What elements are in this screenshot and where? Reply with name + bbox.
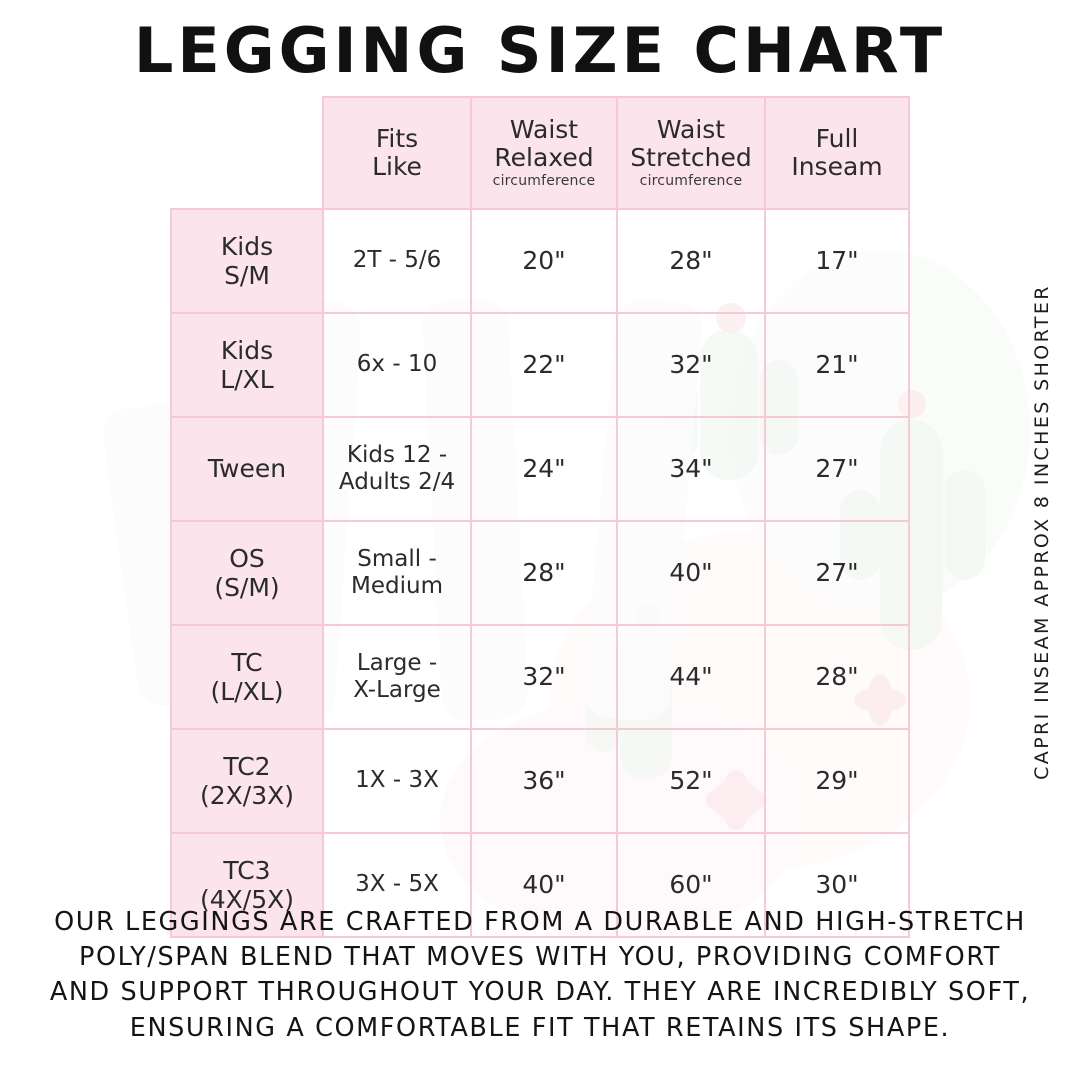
- table-row: [171, 313, 909, 417]
- cell-fits-like: [323, 417, 471, 521]
- row-label-line2: (L/XL): [210, 677, 284, 706]
- cell-fits-like: [323, 209, 471, 313]
- row-label-tc2: [171, 729, 323, 833]
- footer-line-2: POLY/SPAN BLEND THAT MOVES WITH YOU, PROVIDING COMFORT: [79, 942, 1001, 973]
- cell-waist-stretched: 32": [617, 313, 765, 417]
- cell-waist-relaxed: 20": [471, 209, 617, 313]
- header-waist-stretched: [617, 97, 765, 209]
- header-full-inseam-line2: Inseam: [791, 152, 883, 181]
- cell-fits-like-line2: X-Large: [353, 677, 441, 703]
- header-waist-relaxed-sub: circumference: [492, 173, 596, 190]
- header-waist-relaxed-line1: Waist: [509, 115, 579, 145]
- row-label-kids-lxl: [171, 313, 323, 417]
- cell-fits-like-line1: Large -: [356, 649, 438, 676]
- row-label-line2: (4X/5X): [200, 885, 294, 914]
- footer-line-4: ENSURING A COMFORTABLE FIT THAT RETAINS ITS SHAPE.: [129, 1012, 951, 1043]
- row-label-line2: (S/M): [214, 573, 280, 602]
- row-label-tc: [171, 625, 323, 729]
- cell-fits-like-line1: 2T - 5/6: [352, 247, 442, 274]
- size-chart-container: [170, 96, 910, 938]
- cell-full-inseam: 29": [765, 729, 909, 833]
- footer-line-3: AND SUPPORT THROUGHOUT YOUR DAY. THEY ARE INCREDIBLY SOFT,: [49, 977, 1031, 1008]
- row-label-os: [171, 521, 323, 625]
- cell-fits-like-line1: Kids 12 -: [346, 441, 448, 468]
- row-label-line1: TC3: [223, 855, 271, 885]
- page-title: LEGGING SIZE CHART: [133, 14, 947, 87]
- table-row: [171, 417, 909, 521]
- footer-line-1: OUR LEGGINGS ARE CRAFTED FROM A DURABLE AND HIGH-STRETCH: [54, 907, 1026, 937]
- cell-full-inseam: 21": [765, 313, 909, 417]
- cell-fits-like-line1: 1X - 3X: [355, 767, 439, 794]
- footer-description: [40, 905, 1040, 1046]
- cell-full-inseam: 30": [765, 833, 909, 937]
- cell-waist-stretched: 44": [617, 625, 765, 729]
- cell-fits-like-line2: Medium: [351, 573, 443, 599]
- header-fits-like: [323, 97, 471, 209]
- cell-fits-like: [323, 729, 471, 833]
- row-label-tween: [171, 417, 323, 521]
- cell-full-inseam: 27": [765, 521, 909, 625]
- cell-fits-like: [323, 313, 471, 417]
- capri-inseam-note-text: CAPRI INSEAM APPROX 8 INCHES SHORTER: [1031, 284, 1054, 780]
- cell-waist-relaxed: 32": [471, 625, 617, 729]
- row-label-line2: L/XL: [220, 365, 274, 394]
- table-corner-cell: [171, 97, 323, 209]
- cell-waist-stretched: 40": [617, 521, 765, 625]
- size-chart-table: [170, 96, 910, 938]
- table-row: [171, 521, 909, 625]
- cell-waist-stretched: 34": [617, 417, 765, 521]
- row-label-line2: S/M: [224, 261, 270, 290]
- header-full-inseam: [765, 97, 909, 209]
- header-fits-like-line1: Fits: [375, 124, 419, 153]
- cell-full-inseam: 27": [765, 417, 909, 521]
- cell-waist-relaxed: 36": [471, 729, 617, 833]
- cell-waist-relaxed: 22": [471, 313, 617, 417]
- row-label-kids-sm: [171, 209, 323, 313]
- cell-waist-stretched: 60": [617, 833, 765, 937]
- header-fits-like-line2: Like: [372, 152, 422, 181]
- row-label-line1: TC2: [223, 751, 271, 781]
- header-full-inseam-line1: Full: [815, 124, 859, 153]
- row-label-line1: Kids: [220, 335, 274, 365]
- cell-full-inseam: 28": [765, 625, 909, 729]
- cell-fits-like-line2: Adults 2/4: [338, 469, 456, 495]
- row-label-line1: Tween: [207, 454, 287, 484]
- cell-waist-stretched: 28": [617, 209, 765, 313]
- cell-waist-relaxed: 40": [471, 833, 617, 937]
- row-label-line2: (2X/3X): [200, 781, 294, 810]
- cell-full-inseam: 17": [765, 209, 909, 313]
- table-header-row: [171, 97, 909, 209]
- cell-waist-relaxed: 28": [471, 521, 617, 625]
- header-waist-stretched-line2: Stretched: [630, 143, 752, 173]
- row-label-line1: OS: [229, 543, 265, 573]
- cell-fits-like-line1: 3X - 5X: [355, 871, 439, 898]
- table-row: [171, 625, 909, 729]
- row-label-line1: Kids: [220, 231, 274, 261]
- cell-fits-like: [323, 625, 471, 729]
- table-row: [171, 209, 909, 313]
- cell-fits-like-line1: 6x - 10: [356, 351, 438, 378]
- header-waist-relaxed-line2: Relaxed: [494, 143, 594, 173]
- header-waist-relaxed: [471, 97, 617, 209]
- capri-inseam-note: [1022, 252, 1062, 812]
- cell-fits-like-line1: Small -: [357, 545, 437, 572]
- cell-waist-relaxed: 24": [471, 417, 617, 521]
- table-row: [171, 729, 909, 833]
- header-waist-stretched-line1: Waist: [656, 115, 726, 145]
- cell-waist-stretched: 52": [617, 729, 765, 833]
- cell-fits-like: [323, 521, 471, 625]
- row-label-line1: TC: [231, 647, 263, 677]
- header-waist-stretched-sub: circumference: [639, 173, 743, 190]
